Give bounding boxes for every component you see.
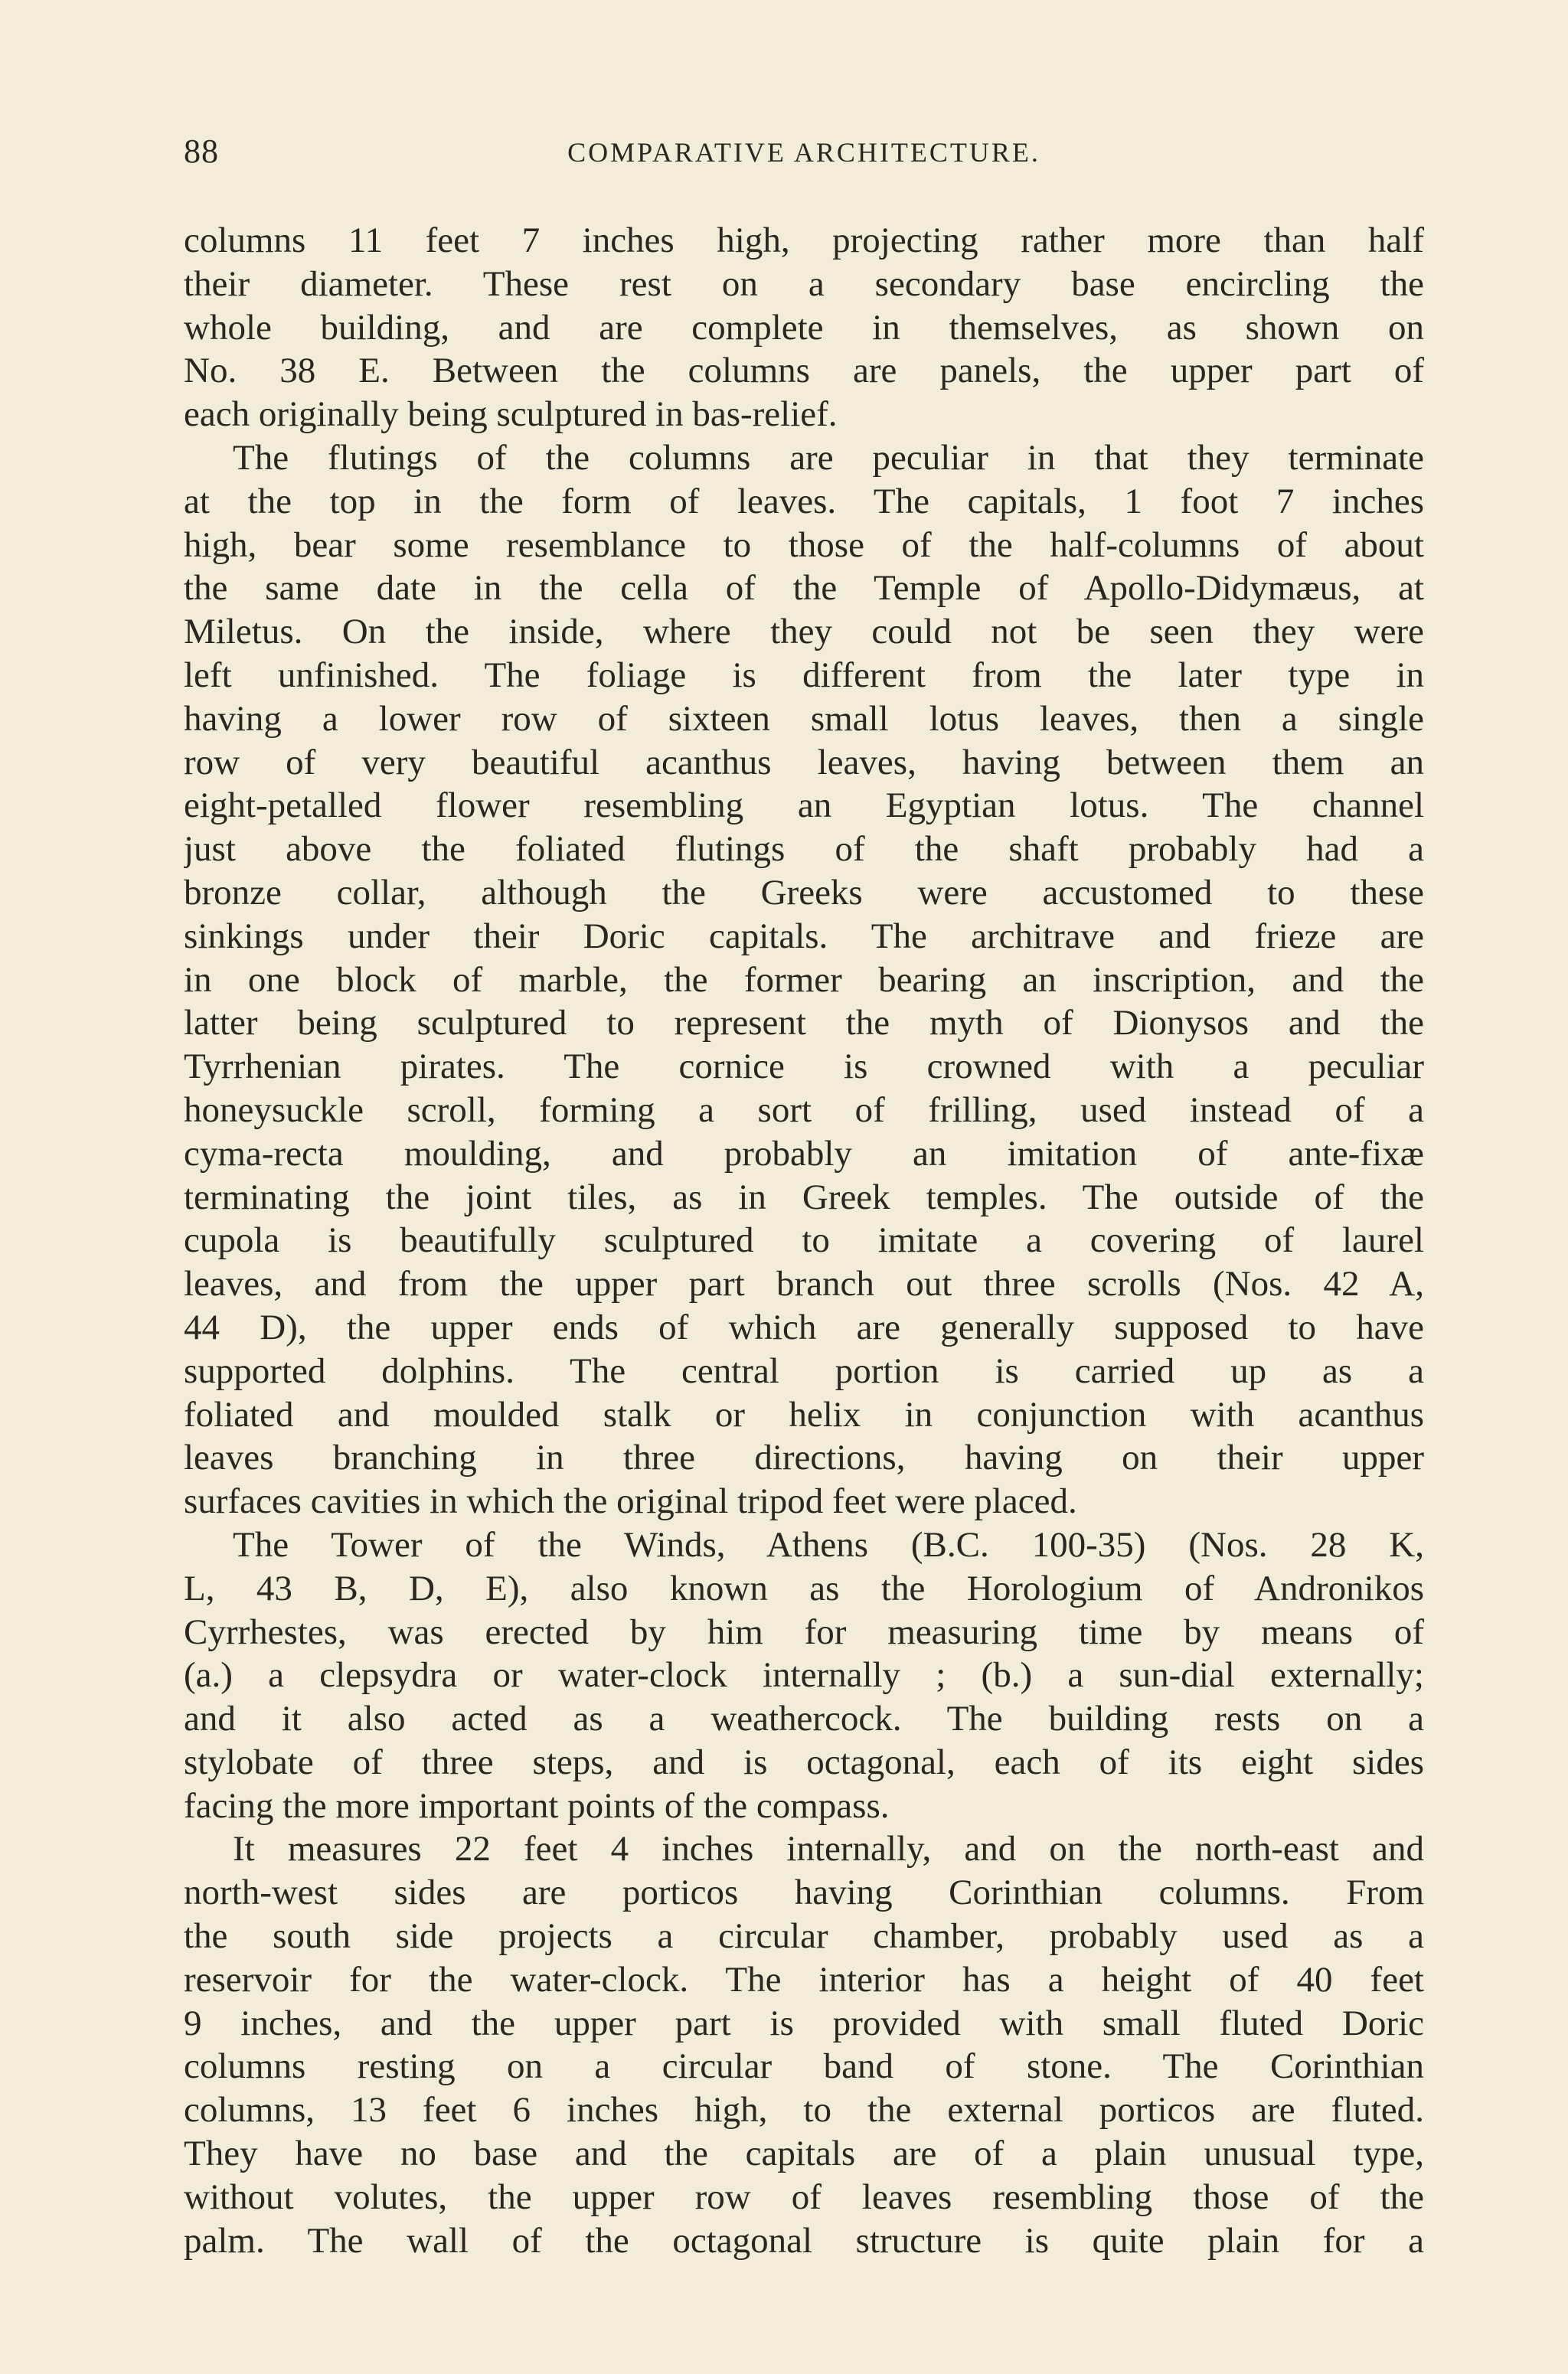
- text-line: reservoir for the water-clock. The interior has a height of 40 feet: [184, 1959, 1424, 2000]
- text-line: without volutes, the upper row of leaves resembling those of the: [184, 2176, 1424, 2217]
- text-line: cyma-recta moulding, and probably an imitation of ante-fixæ: [184, 1133, 1424, 1174]
- text-line: cupola is beautifully sculptured to imitate a covering of laurel: [184, 1220, 1424, 1261]
- text-line: facing the more important points of the compass.: [184, 1785, 890, 1826]
- text-line: foliated and moulded stalk or helix in conjunction with acanthus: [184, 1394, 1424, 1435]
- text-line: No. 38 E. Between the columns are panels, the upper part of: [184, 351, 1424, 391]
- text-line: each originally being sculptured in bas-relief.: [184, 394, 838, 435]
- text-line: Miletus. On the inside, where they could not be seen they were: [184, 612, 1424, 652]
- text-line: L, 43 B, D, E), also known as the Horologium of Andronikos: [184, 1568, 1424, 1608]
- page-header: [184, 132, 1424, 178]
- text-line: columns resting on a circular band of stone. The Corinthian: [184, 2046, 1424, 2087]
- text-line: row of very beautiful acanthus leaves, having between them an: [184, 742, 1424, 782]
- text-line: 44 D), the upper ends of which are generally supposed to have: [184, 1307, 1424, 1347]
- text-line: It measures 22 feet 4 inches internally, and on the north-east and: [233, 1829, 1424, 1869]
- text-line: high, bear some resemblance to those of the half-columns of about: [184, 524, 1424, 565]
- text-line: latter being sculptured to represent the myth of Dionysos and the: [184, 1003, 1424, 1043]
- text-line: honeysuckle scroll, forming a sort of frilling, used instead of a: [184, 1089, 1424, 1130]
- text-line: Cyrrhestes, was erected by him for measuring time by means of: [184, 1612, 1424, 1652]
- text-line: in one block of marble, the former bearing an inscription, and the: [184, 959, 1424, 1000]
- text-line: the same date in the cella of the Temple of Apollo-Didymæus, at: [184, 568, 1424, 609]
- text-line: just above the foliated flutings of the shaft probably had a: [184, 829, 1424, 870]
- body-text: [184, 219, 1424, 2262]
- text-line: whole building, and are complete in themselves, as shown on: [184, 307, 1424, 348]
- text-line: palm. The wall of the octagonal structure is quite plain for a: [184, 2220, 1424, 2261]
- text-line: (a.) a clepsydra or water-clock internally ; (b.) a sun-dial externally;: [184, 1655, 1424, 1696]
- running-title: COMPARATIVE ARCHITECTURE.: [567, 137, 1040, 168]
- text-line: They have no base and the capitals are of a plain unusual type,: [184, 2134, 1424, 2174]
- text-line: The flutings of the columns are peculiar in that they terminate: [233, 437, 1424, 478]
- text-line: their diameter. These rest on a secondary base encircling the: [184, 263, 1424, 304]
- text-line: columns 11 feet 7 inches high, projecting rather more than half: [184, 220, 1424, 260]
- text-line: terminating the joint tiles, as in Greek temples. The outside of the: [184, 1177, 1424, 1217]
- text-line: the south side projects a circular chamber, probably used as a: [184, 1916, 1424, 1957]
- text-line: 9 inches, and the upper part is provided with small fluted Doric: [184, 2003, 1424, 2043]
- text-line: at the top in the form of leaves. The capitals, 1 foot 7 inches: [184, 481, 1424, 521]
- text-line: stylobate of three steps, and is octagonal, each of its eight sides: [184, 1742, 1424, 1782]
- text-line: The Tower of the Winds, Athens (B.C. 100-35) (Nos. 28 K,: [233, 1524, 1424, 1565]
- text-line: surfaces cavities in which the original tripod feet were placed.: [184, 1481, 1077, 1522]
- text-line: supported dolphins. The central portion is carried up as a: [184, 1350, 1424, 1391]
- page-number: 88: [184, 132, 219, 170]
- text-line: columns, 13 feet 6 inches high, to the external porticos are fluted.: [184, 2090, 1424, 2131]
- text-line: having a lower row of sixteen small lotus leaves, then a single: [184, 698, 1424, 739]
- text-line: and it also acted as a weathercock. The building rests on a: [184, 1699, 1424, 1739]
- text-line: leaves branching in three directions, having on their upper: [184, 1438, 1424, 1478]
- text-line: Tyrrhenian pirates. The cornice is crowned with a peculiar: [184, 1047, 1424, 1087]
- text-line: eight-petalled flower resembling an Egyptian lotus. The channel: [184, 785, 1424, 826]
- text-line: left unfinished. The foliage is different from the later type in: [184, 655, 1424, 695]
- text-line: north-west sides are porticos having Corinthian columns. From: [184, 1873, 1424, 1913]
- text-line: bronze collar, although the Greeks were accustomed to these: [184, 872, 1424, 913]
- text-line: leaves, and from the upper part branch out three scrolls (Nos. 42 A,: [184, 1264, 1424, 1305]
- text-line: sinkings under their Doric capitals. The architrave and frieze are: [184, 916, 1424, 956]
